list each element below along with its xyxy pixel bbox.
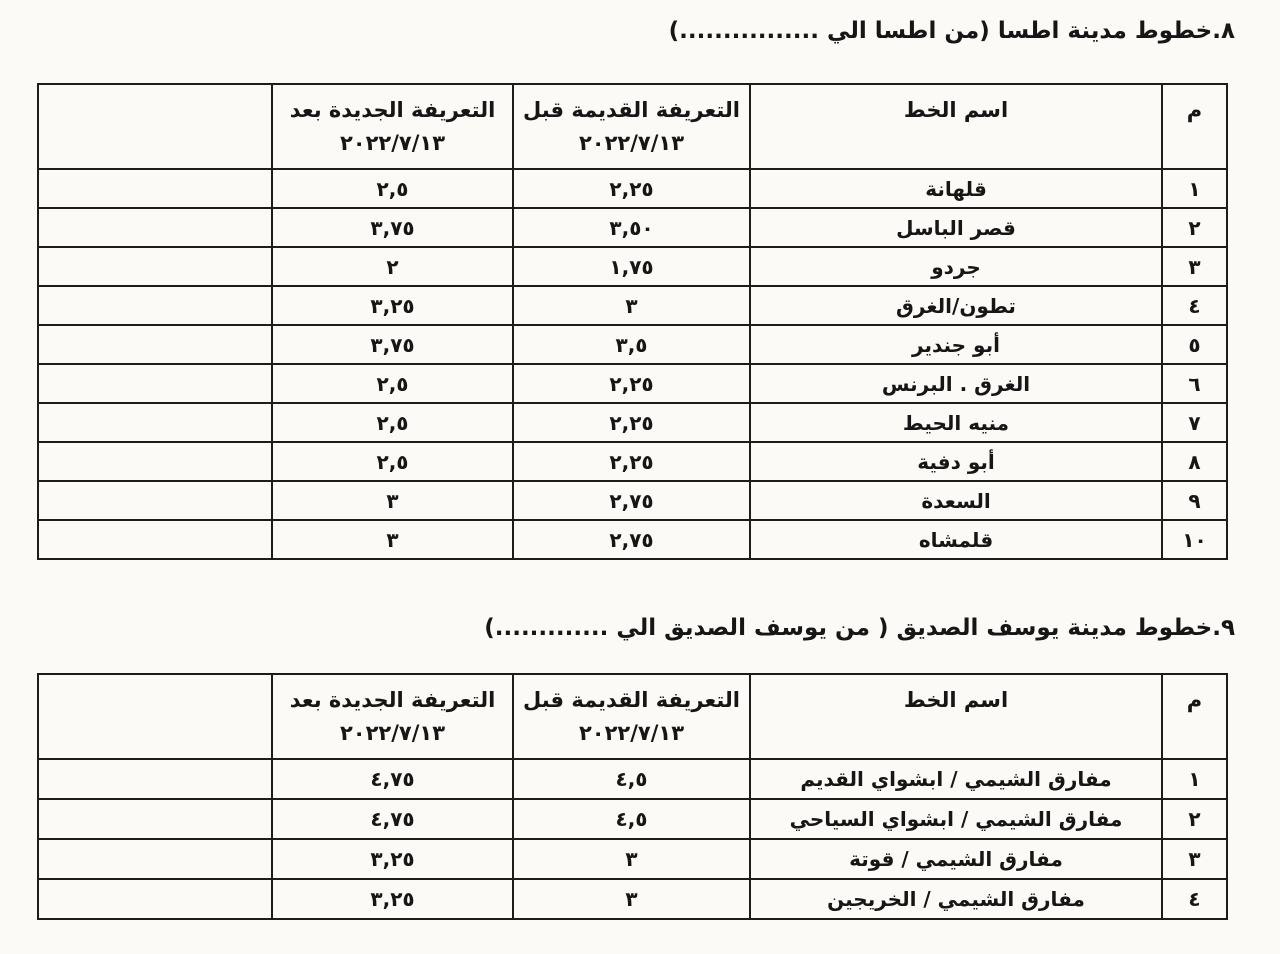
header-old-tariff-label: التعريفة القديمة قبل bbox=[522, 688, 741, 712]
cell-num: ١ bbox=[1162, 759, 1227, 799]
cell-new: ٢ bbox=[272, 247, 513, 286]
table-row bbox=[38, 759, 1227, 799]
cell-num: ٧ bbox=[1162, 403, 1227, 442]
header-line-name: اسم الخط bbox=[750, 674, 1162, 759]
cell-name: منيه الحيط bbox=[750, 403, 1162, 442]
cell-name: جردو bbox=[750, 247, 1162, 286]
cell-old: ٢,٢٥ bbox=[513, 442, 750, 481]
cell-old: ٤,٥ bbox=[513, 759, 750, 799]
cell-empty bbox=[38, 481, 272, 520]
header-old-tariff-date: ٢٠٢٢/٧/١٣ bbox=[578, 720, 685, 745]
cell-name: قلهانة bbox=[750, 169, 1162, 208]
cell-name: قلمشاه bbox=[750, 520, 1162, 559]
cell-empty bbox=[38, 442, 272, 481]
cell-new: ٣ bbox=[272, 481, 513, 520]
cell-new: ٣ bbox=[272, 520, 513, 559]
cell-old: ٢,٢٥ bbox=[513, 403, 750, 442]
cell-old: ٣ bbox=[513, 286, 750, 325]
header-new-tariff-label: التعريفة الجديدة بعد bbox=[289, 98, 496, 122]
section-9-title: ٩.خطوط مدينة يوسف الصديق ( من يوسف الصديق الي .............) bbox=[484, 615, 1235, 641]
cell-name: الغرق . البرنس bbox=[750, 364, 1162, 403]
table-row bbox=[38, 520, 1227, 559]
table-row bbox=[38, 799, 1227, 839]
cell-old: ٢,٧٥ bbox=[513, 481, 750, 520]
header-new-tariff-date: ٢٠٢٢/٧/١٣ bbox=[339, 720, 446, 745]
table-body bbox=[38, 169, 1227, 559]
header-old-tariff-label: التعريفة القديمة قبل bbox=[522, 98, 741, 122]
cell-empty bbox=[38, 520, 272, 559]
table-row bbox=[38, 403, 1227, 442]
cell-num: ٦ bbox=[1162, 364, 1227, 403]
cell-empty bbox=[38, 286, 272, 325]
header-new-tariff-date: ٢٠٢٢/٧/١٣ bbox=[339, 130, 446, 155]
table-row bbox=[38, 442, 1227, 481]
cell-new: ٢,٥ bbox=[272, 364, 513, 403]
cell-empty bbox=[38, 364, 272, 403]
cell-new: ٤,٧٥ bbox=[272, 759, 513, 799]
header-new-tariff bbox=[272, 84, 513, 169]
cell-num: ١٠ bbox=[1162, 520, 1227, 559]
table-row bbox=[38, 364, 1227, 403]
cell-empty bbox=[38, 403, 272, 442]
cell-num: ٢ bbox=[1162, 208, 1227, 247]
section-8-title: ٨.خطوط مدينة اطسا (من اطسا الي ................) bbox=[668, 18, 1235, 44]
cell-new: ٣,٢٥ bbox=[272, 839, 513, 879]
cell-empty bbox=[38, 169, 272, 208]
cell-empty bbox=[38, 247, 272, 286]
table-row bbox=[38, 325, 1227, 364]
cell-empty bbox=[38, 799, 272, 839]
cell-name: مفارق الشيمي / الخريجين bbox=[750, 879, 1162, 919]
header-serial: م bbox=[1162, 84, 1227, 169]
header-line-name: اسم الخط bbox=[750, 84, 1162, 169]
cell-name: مفارق الشيمي / قوتة bbox=[750, 839, 1162, 879]
cell-name: أبو دفية bbox=[750, 442, 1162, 481]
header-old-tariff-date: ٢٠٢٢/٧/١٣ bbox=[578, 130, 685, 155]
cell-old: ٣,٥٠ bbox=[513, 208, 750, 247]
cell-old: ١,٧٥ bbox=[513, 247, 750, 286]
table-body bbox=[38, 759, 1227, 919]
table-row bbox=[38, 481, 1227, 520]
cell-old: ٢,٢٥ bbox=[513, 364, 750, 403]
table-row bbox=[38, 247, 1227, 286]
cell-empty bbox=[38, 325, 272, 364]
cell-empty bbox=[38, 759, 272, 799]
cell-name: تطون/الغرق bbox=[750, 286, 1162, 325]
table-header bbox=[38, 84, 1227, 169]
header-notes bbox=[38, 84, 272, 169]
cell-name: مفارق الشيمي / ابشواي السياحي bbox=[750, 799, 1162, 839]
table-row bbox=[38, 286, 1227, 325]
itsa-city-lines-table bbox=[37, 83, 1228, 560]
cell-num: ٣ bbox=[1162, 247, 1227, 286]
cell-num: ٤ bbox=[1162, 286, 1227, 325]
cell-old: ٤,٥ bbox=[513, 799, 750, 839]
cell-old: ٢,٧٥ bbox=[513, 520, 750, 559]
cell-new: ٣,٧٥ bbox=[272, 208, 513, 247]
cell-name: مفارق الشيمي / ابشواي القديم bbox=[750, 759, 1162, 799]
cell-new: ٣,٧٥ bbox=[272, 325, 513, 364]
cell-old: ٢,٢٥ bbox=[513, 169, 750, 208]
cell-num: ٣ bbox=[1162, 839, 1227, 879]
cell-num: ٨ bbox=[1162, 442, 1227, 481]
header-notes bbox=[38, 674, 272, 759]
cell-num: ٢ bbox=[1162, 799, 1227, 839]
header-row bbox=[38, 84, 1227, 169]
table-row bbox=[38, 208, 1227, 247]
cell-new: ٢,٥ bbox=[272, 169, 513, 208]
cell-old: ٣,٥ bbox=[513, 325, 750, 364]
header-new-tariff bbox=[272, 674, 513, 759]
cell-new: ٢,٥ bbox=[272, 442, 513, 481]
table-header bbox=[38, 674, 1227, 759]
cell-empty bbox=[38, 839, 272, 879]
cell-num: ٥ bbox=[1162, 325, 1227, 364]
cell-num: ٩ bbox=[1162, 481, 1227, 520]
header-new-tariff-label: التعريفة الجديدة بعد bbox=[289, 688, 496, 712]
cell-new: ٤,٧٥ bbox=[272, 799, 513, 839]
cell-empty bbox=[38, 879, 272, 919]
cell-empty bbox=[38, 208, 272, 247]
table-row bbox=[38, 169, 1227, 208]
table-row bbox=[38, 879, 1227, 919]
cell-name: السعدة bbox=[750, 481, 1162, 520]
cell-new: ٣,٢٥ bbox=[272, 879, 513, 919]
cell-num: ١ bbox=[1162, 169, 1227, 208]
table-row bbox=[38, 839, 1227, 879]
header-row bbox=[38, 674, 1227, 759]
cell-new: ٣,٢٥ bbox=[272, 286, 513, 325]
yusuf-el-seddik-city-lines-table bbox=[37, 673, 1228, 920]
header-old-tariff bbox=[513, 84, 750, 169]
header-serial: م bbox=[1162, 674, 1227, 759]
cell-old: ٣ bbox=[513, 879, 750, 919]
cell-old: ٣ bbox=[513, 839, 750, 879]
cell-name: قصر الباسل bbox=[750, 208, 1162, 247]
cell-name: أبو جندير bbox=[750, 325, 1162, 364]
cell-num: ٤ bbox=[1162, 879, 1227, 919]
header-old-tariff bbox=[513, 674, 750, 759]
cell-new: ٢,٥ bbox=[272, 403, 513, 442]
